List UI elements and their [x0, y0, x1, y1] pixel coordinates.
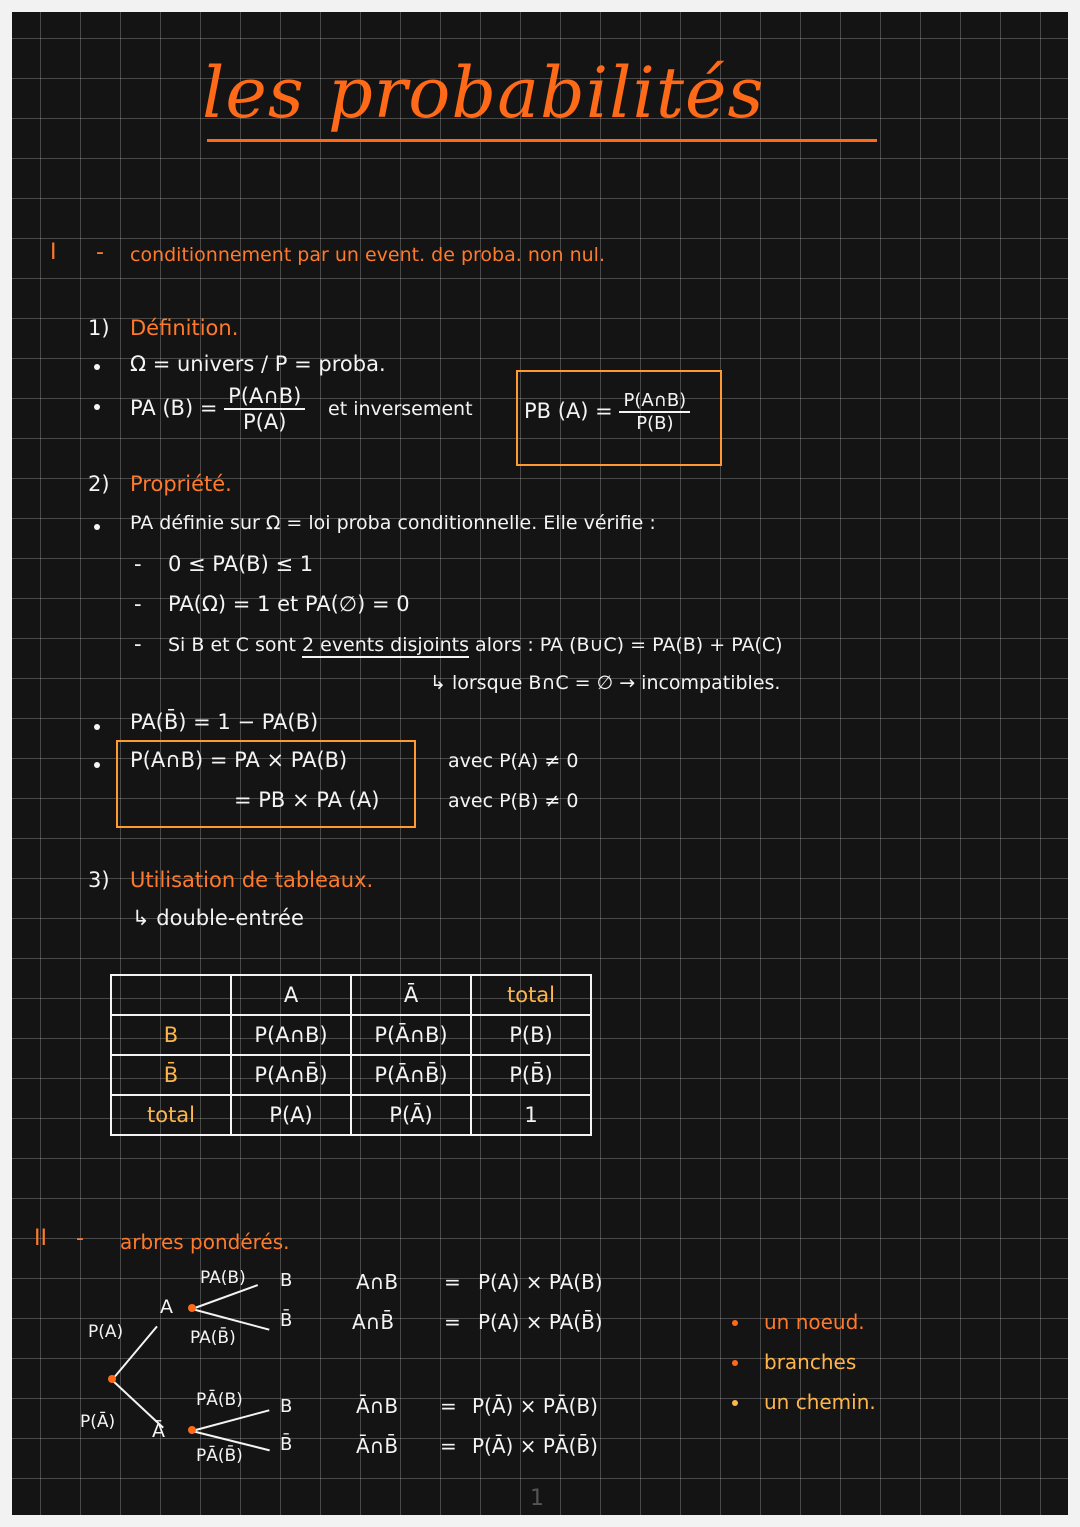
path-probability: P(A) × PA(B̄): [478, 1310, 603, 1334]
tables-number: 3): [88, 868, 110, 892]
double-entry-table: [110, 974, 592, 1136]
table-cell: P(B̄): [471, 1055, 591, 1095]
node-a-dot: [188, 1304, 196, 1312]
item-dash: -: [134, 632, 142, 656]
path-event: Ā∩B: [356, 1394, 399, 1418]
formula-middle-text: et inversement: [328, 398, 473, 420]
section-2-heading: arbres pondérés.: [120, 1230, 290, 1254]
property-item-2: PA(Ω) = 1 et PA(∅) = 0: [168, 592, 410, 616]
leaf-bbar-1: B̄: [280, 1310, 293, 1331]
table-row-label: total: [111, 1095, 231, 1135]
boxed-formula-numerator: P(A∩B): [619, 390, 690, 413]
table-cell: P(Ā∩B̄): [351, 1055, 471, 1095]
formula-denominator: P(A): [243, 410, 287, 434]
definition-label: Définition.: [130, 316, 239, 340]
bullet: [94, 524, 100, 530]
prob-a-bbar-label: PA(B̄): [190, 1328, 236, 1348]
leaf-b-2: B: [280, 1396, 293, 1417]
legend-bullet: [732, 1320, 738, 1326]
legend-bullet: [732, 1400, 738, 1406]
bullet: [94, 364, 100, 370]
bullet: [94, 404, 100, 410]
table-cell: P(A): [231, 1095, 351, 1135]
item-dash: -: [134, 552, 142, 576]
formula-left: PA (B) =: [130, 396, 218, 420]
section-2-numeral: II: [34, 1226, 47, 1251]
table-header-cell: A: [231, 975, 351, 1015]
prob-abar-b-label: PĀ(B): [196, 1390, 243, 1410]
table-header-cell: Ā: [351, 975, 471, 1015]
path-equals: =: [440, 1434, 457, 1458]
leaf-b-1: B: [280, 1270, 293, 1291]
legend-branches: branches: [764, 1350, 857, 1374]
root-node: [108, 1375, 116, 1383]
tables-sub: ↳ double-entrée: [132, 906, 304, 930]
formula-fraction: [224, 384, 305, 434]
page-number: 1: [530, 1486, 544, 1511]
branch-abar-b: [192, 1409, 270, 1432]
boxed-formula-left: PB (A) =: [524, 399, 613, 423]
notebook-page: [12, 12, 1068, 1515]
complement-formula: PA(B̄) = 1 − PA(B): [130, 710, 319, 734]
property-item-3: [168, 634, 783, 656]
table-cell: P(Ā): [351, 1095, 471, 1135]
path-event: A∩B̄: [352, 1310, 395, 1334]
universe-line: Ω = univers / P = proba.: [130, 352, 386, 376]
boxed-formula-denominator: P(B): [636, 413, 674, 434]
table-row: [111, 1095, 591, 1135]
path-event: Ā∩B̄: [356, 1434, 399, 1458]
path-probability: P(Ā) × PĀ(B̄): [472, 1434, 598, 1458]
section-1-numeral: I: [50, 240, 57, 265]
path-probability: P(A) × PA(B): [478, 1270, 603, 1294]
table-cell: [111, 975, 231, 1015]
table-cell: P(Ā∩B): [351, 1015, 471, 1055]
boxed-formula: [524, 390, 690, 434]
prob-abar-label: P(Ā): [80, 1412, 116, 1432]
table-row-label: B̄: [111, 1055, 231, 1095]
node-a-label: A: [160, 1296, 173, 1318]
item-3-start: Si B et C sont: [168, 634, 296, 656]
path-event: A∩B: [356, 1270, 399, 1294]
product-formula-2: = PB × PA (A): [234, 788, 380, 812]
title-underline: [207, 139, 877, 142]
section-1-dash: -: [96, 240, 104, 265]
path-probability: P(Ā) × PĀ(B): [472, 1394, 598, 1418]
section-2-dash: -: [76, 1226, 84, 1251]
table-cell: P(A∩B̄): [231, 1055, 351, 1095]
prob-a-label: P(A): [88, 1322, 124, 1342]
prob-abar-bbar-label: PĀ(B̄): [196, 1446, 243, 1466]
table-row-label: B: [111, 1015, 231, 1055]
page-title: les probabilités: [202, 52, 765, 134]
item-dash: -: [134, 592, 142, 616]
path-equals: =: [444, 1270, 461, 1294]
bullet: [94, 724, 100, 730]
boxed-formula-fraction: [619, 390, 690, 434]
table-row: [111, 1055, 591, 1095]
product-formula-1: P(A∩B) = PA × PA(B): [130, 748, 348, 772]
property-number: 2): [88, 472, 110, 496]
legend-node: un noeud.: [764, 1310, 865, 1334]
formula-numerator: P(A∩B): [224, 384, 305, 410]
tables-label: Utilisation de tableaux.: [130, 868, 374, 892]
incompatible-note: ↳ lorsque B∩C = ∅ → incompatibles.: [430, 672, 781, 694]
table-header-cell: total: [471, 975, 591, 1015]
property-label: Propriété.: [130, 472, 232, 496]
item-3-underlined: 2 events disjoints: [302, 634, 469, 656]
leaf-bbar-2: B̄: [280, 1434, 293, 1455]
condition-2: avec P(B) ≠ 0: [448, 790, 579, 812]
conditional-formula: [130, 384, 473, 434]
path-equals: =: [444, 1310, 461, 1334]
table-row: [111, 975, 591, 1015]
definition-number: 1): [88, 316, 110, 340]
property-line: PA définie sur Ω = loi proba conditionnelle. Elle vérifie :: [130, 512, 656, 534]
table-cell: 1: [471, 1095, 591, 1135]
table-cell: P(A∩B): [231, 1015, 351, 1055]
table-row: [111, 1015, 591, 1055]
legend-bullet: [732, 1360, 738, 1366]
item-3-end: alors : PA (B∪C) = PA(B) + PA(C): [475, 634, 783, 656]
path-equals: =: [440, 1394, 457, 1418]
section-1-heading: conditionnement par un event. de proba. non nul.: [130, 244, 605, 266]
condition-1: avec P(A) ≠ 0: [448, 750, 579, 772]
property-item-1: 0 ≤ PA(B) ≤ 1: [168, 552, 314, 576]
bullet: [94, 762, 100, 768]
table-cell: P(B): [471, 1015, 591, 1055]
node-abar-label: Ā: [152, 1420, 165, 1442]
node-abar-dot: [188, 1426, 196, 1434]
prob-a-b-label: PA(B): [200, 1268, 246, 1288]
legend-path: un chemin.: [764, 1390, 876, 1414]
